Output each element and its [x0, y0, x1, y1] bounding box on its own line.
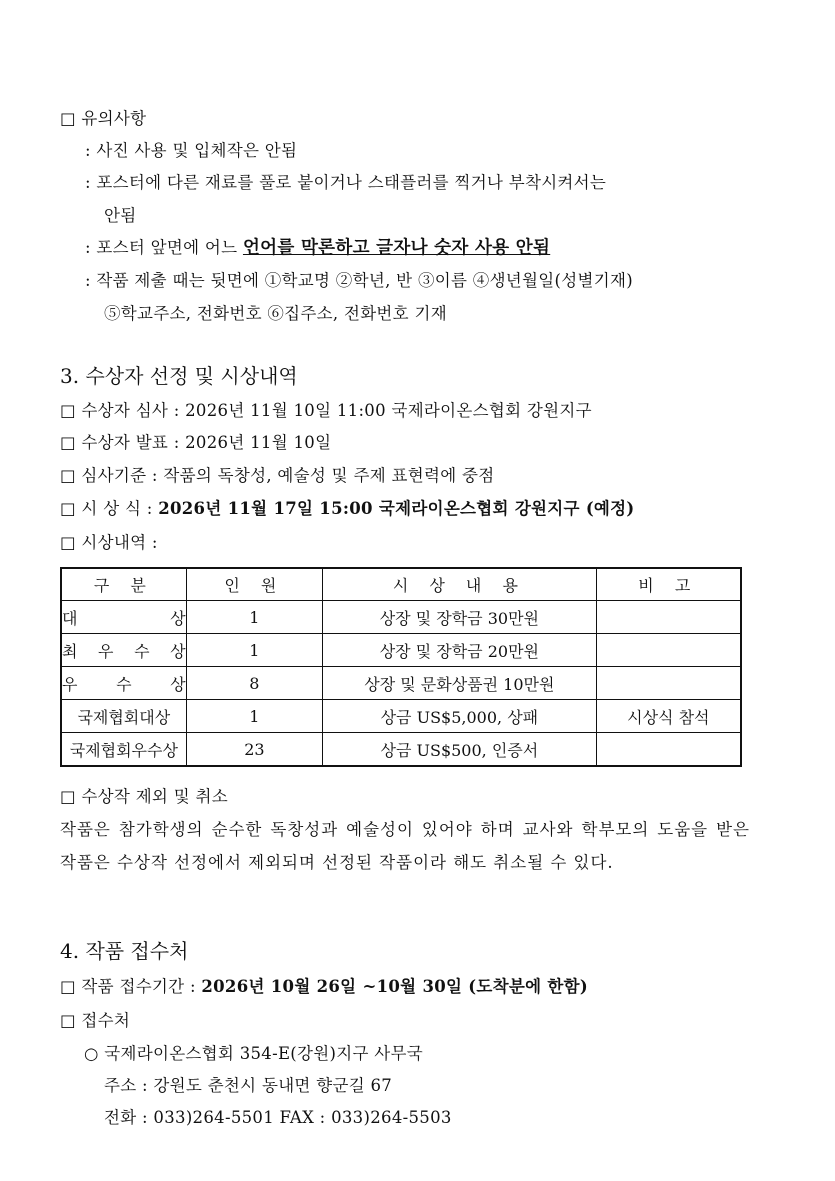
- cell-prize: 상장 및 장학금 30만원: [323, 601, 596, 634]
- note-back: : 작품 제출 때는 뒷면에 ①학교명 ②학년, 반 ③이름 ④생년월일(성별기재): [85, 271, 633, 290]
- cell-category: 국제협회대상: [61, 700, 186, 733]
- period-detail: 2026년 10월 26일 ~10월 30일 (도착분에 한함): [201, 977, 588, 996]
- cell-count: 1: [186, 601, 322, 634]
- cell-prize: 상장 및 문화상품권 10만원: [323, 667, 596, 700]
- cell-note: [596, 733, 741, 767]
- exclusion-body: 작품은 참가학생의 순수한 독창성과 예술성이 있어야 하며 교사와 학부모의 도움을 받은 작품은 수상작 선정에서 제외되며 선정된 작품이라 해도 취소될 수 있다.: [60, 820, 750, 872]
- cell-note: [596, 667, 741, 700]
- cell-note: 시상식 참석: [596, 700, 741, 733]
- exclusion-heading: □ 수상작 제외 및 취소: [60, 787, 228, 806]
- cell-category: 우 수 상: [61, 667, 186, 700]
- cell-category: 국제협회우수상: [61, 733, 186, 767]
- place-phone: 전화 : 033)264-5501 FAX : 033)264-5503: [104, 1108, 452, 1127]
- section3-title: 3. 수상자 선정 및 시상내역: [60, 364, 298, 388]
- table-row: [61, 733, 741, 767]
- ceremony-label: □ 시 상 식 :: [60, 499, 159, 518]
- cell-category: 최 우 수 상: [61, 634, 186, 667]
- note-text-emphasis: 언어를 막론하고 글자나 숫자 사용 안됨: [242, 238, 551, 258]
- place-heading: □ 접수처: [60, 1011, 131, 1030]
- ceremony-detail: 2026년 11월 17일 15:00 국제라이온스협회 강원지구 (예정): [158, 499, 635, 518]
- criteria: □ 심사기준 : 작품의 독창성, 예술성 및 주제 표현력에 중점: [60, 466, 495, 485]
- awards-table: [60, 567, 742, 767]
- note-back-cont: ⑤학교주소, 전화번호 ⑥집주소, 전화번호 기재: [104, 304, 447, 323]
- note-materials: : 포스터에 다른 재료를 풀로 붙이거나 스태플러를 찍거나 부착시켜서는: [85, 173, 607, 192]
- ceremony: [60, 498, 635, 520]
- header-note: 비 고: [596, 568, 741, 601]
- table-row: [61, 667, 741, 700]
- notes-heading: □ 유의사항: [60, 109, 147, 128]
- table-row: [61, 601, 741, 634]
- cell-note: [596, 634, 741, 667]
- place-org: ○ 국제라이온스협회 354-E(강원)지구 사무국: [84, 1044, 424, 1063]
- table-header-row: [61, 568, 741, 601]
- place-address: 주소 : 강원도 춘천시 동내면 향군길 67: [104, 1076, 393, 1095]
- submission-period: [60, 976, 588, 998]
- cell-prize: 상금 US$500, 인증서: [323, 733, 596, 767]
- table-row: [61, 700, 741, 733]
- note-photo: : 사진 사용 및 입체작은 안됨: [85, 141, 298, 160]
- note-materials-cont: 안됨: [104, 206, 137, 225]
- note-text: [85, 237, 550, 259]
- header-prize: 시 상 내 용: [323, 568, 596, 601]
- header-category: 구 분: [61, 568, 186, 601]
- cell-prize: 상장 및 장학금 20만원: [323, 634, 596, 667]
- note-text-prefix: : 포스터 앞면에 어느: [85, 238, 243, 257]
- header-count: 인 원: [186, 568, 322, 601]
- cell-category: 대 상: [61, 601, 186, 634]
- table-row: [61, 634, 741, 667]
- section4-title: 4. 작품 접수처: [60, 939, 189, 963]
- cell-count: 23: [186, 733, 322, 767]
- period-label: □ 작품 접수기간 :: [60, 977, 202, 996]
- cell-count: 1: [186, 700, 322, 733]
- announce-date: □ 수상자 발표 : 2026년 11월 10일: [60, 433, 332, 452]
- cell-note: [596, 601, 741, 634]
- judging-date: □ 수상자 심사 : 2026년 11월 10일 11:00 국제라이온스협회 강원지구: [60, 401, 592, 420]
- cell-count: 1: [186, 634, 322, 667]
- cell-count: 8: [186, 667, 322, 700]
- cell-prize: 상금 US$5,000, 상패: [323, 700, 596, 733]
- awards-heading: □ 시상내역 :: [60, 533, 158, 552]
